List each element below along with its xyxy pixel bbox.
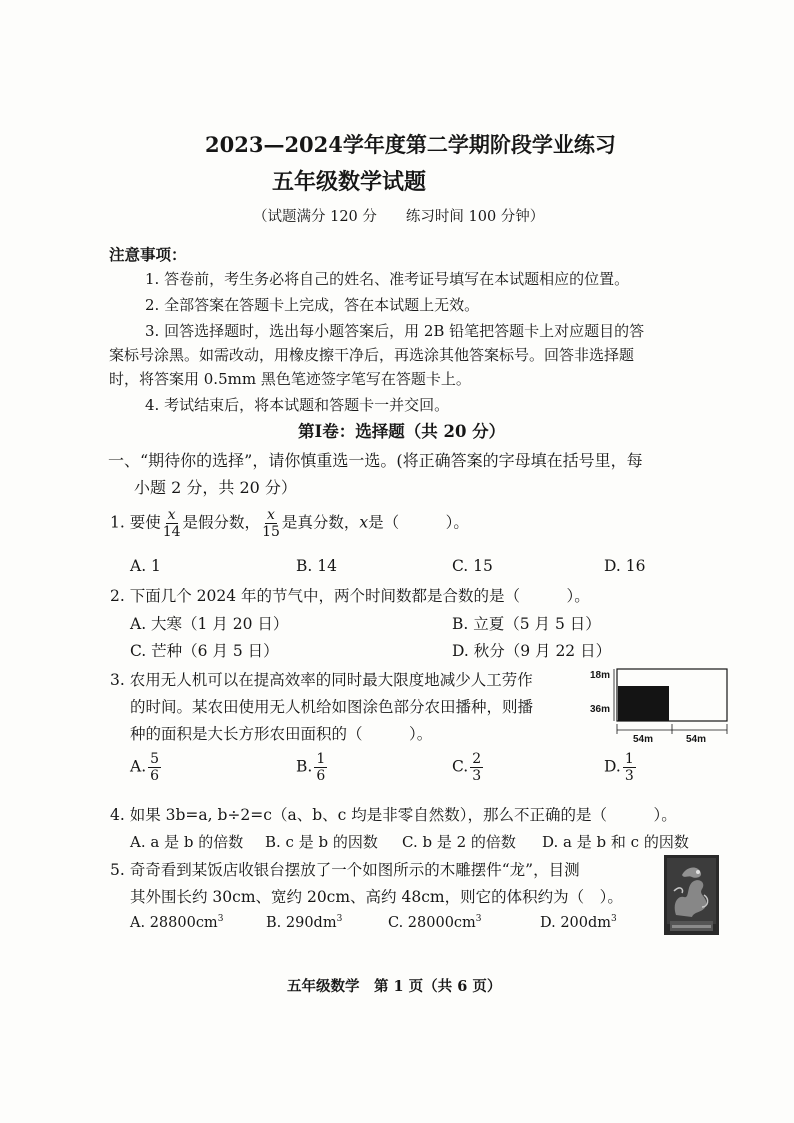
exam-meta: （试题满分 120 分 练习时间 100 分钟）: [253, 209, 545, 225]
q3-option-b: B. $\frac{1}{6}$: [296, 751, 326, 784]
q2-option-b: B. 立夏（5 月 5 日）: [452, 615, 601, 633]
q1-option-c: C. 15: [452, 557, 493, 575]
exam-subject-title: 五年级数学试题: [272, 169, 427, 195]
dragon-carving-image: [664, 855, 719, 935]
question-3-stem: 3. 农用无人机可以在提高效率的同时最大限度地减少人工劳作: [110, 671, 533, 689]
q4-option-b: B. c 是 b 的因数: [265, 833, 378, 851]
q4-option-c: C. b 是 2 的倍数: [402, 833, 516, 851]
question-1-stem: 1. 要使 $\frac{x}{14}$ 是假分数， $\frac{x}{15}$ 是真分数，x是（ ）。: [110, 507, 469, 540]
notice-item: 3. 回答选择题时，选出每小题答案后，用 2B 铅笔把答题卡上对应题目的答: [145, 322, 645, 340]
q1-option-b: B. 14: [296, 557, 337, 575]
question-3-stem: 种的面积是大长方形农田面积的（ ）。: [130, 725, 433, 743]
q2-option-d: D. 秋分（9 月 22 日）: [452, 642, 612, 660]
notice-item: 1. 答卷前，考生务必将自己的姓名、准考证号填写在本试题相应的位置。: [145, 270, 630, 288]
notice-item: 时，将答案用 0.5mm 黑色笔迹签字笔写在答题卡上。: [109, 370, 471, 388]
label-54m-right: 54m: [686, 734, 707, 745]
label-18m: 18m: [590, 670, 611, 681]
page-footer: 五年级数学 第 1 页（共 6 页）: [287, 978, 502, 995]
question-5-stem: 5. 奇奇看到某饭店收银台摆放了一个如图所示的木雕摆件“龙”，目测: [110, 861, 580, 879]
q3-option-c: C. $\frac{2}{3}$: [452, 751, 482, 784]
q3-option-a: A. $\frac{5}{6}$: [130, 751, 160, 784]
notice-item: 2. 全部答案在答题卡上完成，答在本试题上无效。: [145, 296, 480, 314]
q4-option-a: A. a 是 b 的倍数: [130, 833, 244, 851]
label-54m-left: 54m: [633, 734, 654, 745]
label-36m: 36m: [590, 704, 611, 715]
notice-heading: 注意事项：: [109, 245, 187, 264]
notice-item: 4. 考试结束后，将本试题和答题卡一并交回。: [145, 396, 450, 414]
q5-option-c: C. $28000cm^3$: [388, 914, 482, 931]
q1-option-a: A. 1: [130, 557, 161, 575]
notice-item: 案标号涂黑。如需改动，用橡皮擦干净后，再选涂其他答案标号。回答非选择题: [109, 346, 635, 364]
q3-option-d: D. $\frac{1}{3}$: [604, 751, 634, 784]
exam-title: 2023—2024学年度第二学期阶段学业练习: [205, 132, 616, 157]
q2-option-c: C. 芒种（6 月 5 日）: [130, 642, 279, 660]
q4-option-d: D. a 是 b 和 c 的因数: [542, 833, 689, 851]
section-title: 第Ⅰ卷：选择题（共 20 分）: [298, 422, 506, 441]
q2-option-a: A. 大寒（1 月 20 日）: [130, 615, 289, 633]
q5-option-b: B. $290dm^3$: [266, 914, 343, 931]
question-2-stem: 2. 下面几个 2024 年的节气中，两个时间数都是合数的是（ ）。: [110, 587, 590, 605]
q1-option-d: D. 16: [604, 557, 646, 575]
question-3-stem: 的时间。某农田使用无人机给如图涂色部分农田播种，则播: [130, 698, 534, 716]
question-4-stem: 4. 如果 3b=a, b÷2=c（a、b、c 均是非零自然数），那么不正确的是（ ）。: [110, 806, 677, 824]
q5-option-a: A. $28800cm^3$: [130, 914, 224, 931]
question-5-stem: 其外围长约 30cm、宽约 20cm、高约 48cm，则它的体积约为（ ）。: [130, 888, 623, 906]
part-instructions: 一、“期待你的选择”，请你慎重选一选。(将正确答案的字母填在括号里，每: [108, 451, 643, 470]
part-instructions: 小题 2 分，共 20 分）: [134, 478, 297, 497]
q5-option-d: D. $200dm^3$: [540, 914, 617, 931]
